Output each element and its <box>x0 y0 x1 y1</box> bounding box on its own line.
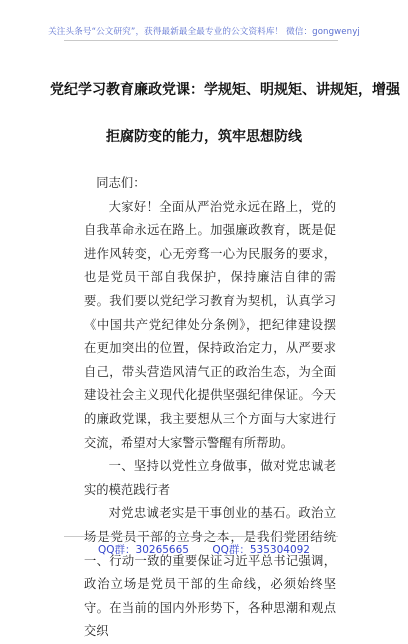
page-footer <box>0 542 408 557</box>
paragraph-intro: 大家好！全面从严治党永远在路上，党的自我革命永远在路上。加强廉政教育，既是促进作风转变，心无旁骛一心为民服务的要求，也是党员干部自我保护，保持廉洁自律的需要。我们要以党纪学习教育为契机，认真学习《中国共产党纪律处分条例》，把纪律建设摆在更加突出的位置，保持政治定力，从严要求自己，带头营造风清气正的政治生态，为全面建设社会主义现代化提供坚强纪律保证。今天的廉政党课，我主要想从三个方面与大家进行交流，希望对大家警示警醒有所帮助。 <box>84 199 336 450</box>
document-title-line-2: 拒腐防变的能力，筑牢思想防线 <box>106 129 302 145</box>
header-divider <box>64 40 338 41</box>
document-title-line-1: 党纪学习教育廉政党课：学规矩、明规矩、讲规矩，增强 <box>50 82 400 98</box>
footer-divider <box>64 536 338 537</box>
header-promo-text: 关注头条号“公文研究”，获得最新最全最专业的公文资料库！ 微信：gongwenyj <box>48 27 360 37</box>
footer-qq-group-2: QQ群：535304092 <box>212 544 310 556</box>
paragraph-section-1: 对党忠诚老实是干事创业的基石。政治立场是党员干部的立身之本，是我们党团结统一、行动一致的重要保证习近平总书记强调，政治立场是党员干部的生命线，必须始终坚守。在当前的国内外形势下，各种思潮和观点交织 <box>84 506 336 639</box>
section-heading-1: 一、坚持以党性立身做事，做对党忠诚老实的模范践行者 <box>84 459 336 497</box>
footer-qq-group-1: QQ群：30265665 <box>98 544 189 556</box>
salutation: 同志们： <box>96 176 146 190</box>
document-body <box>84 172 336 644</box>
page-header <box>0 0 408 40</box>
